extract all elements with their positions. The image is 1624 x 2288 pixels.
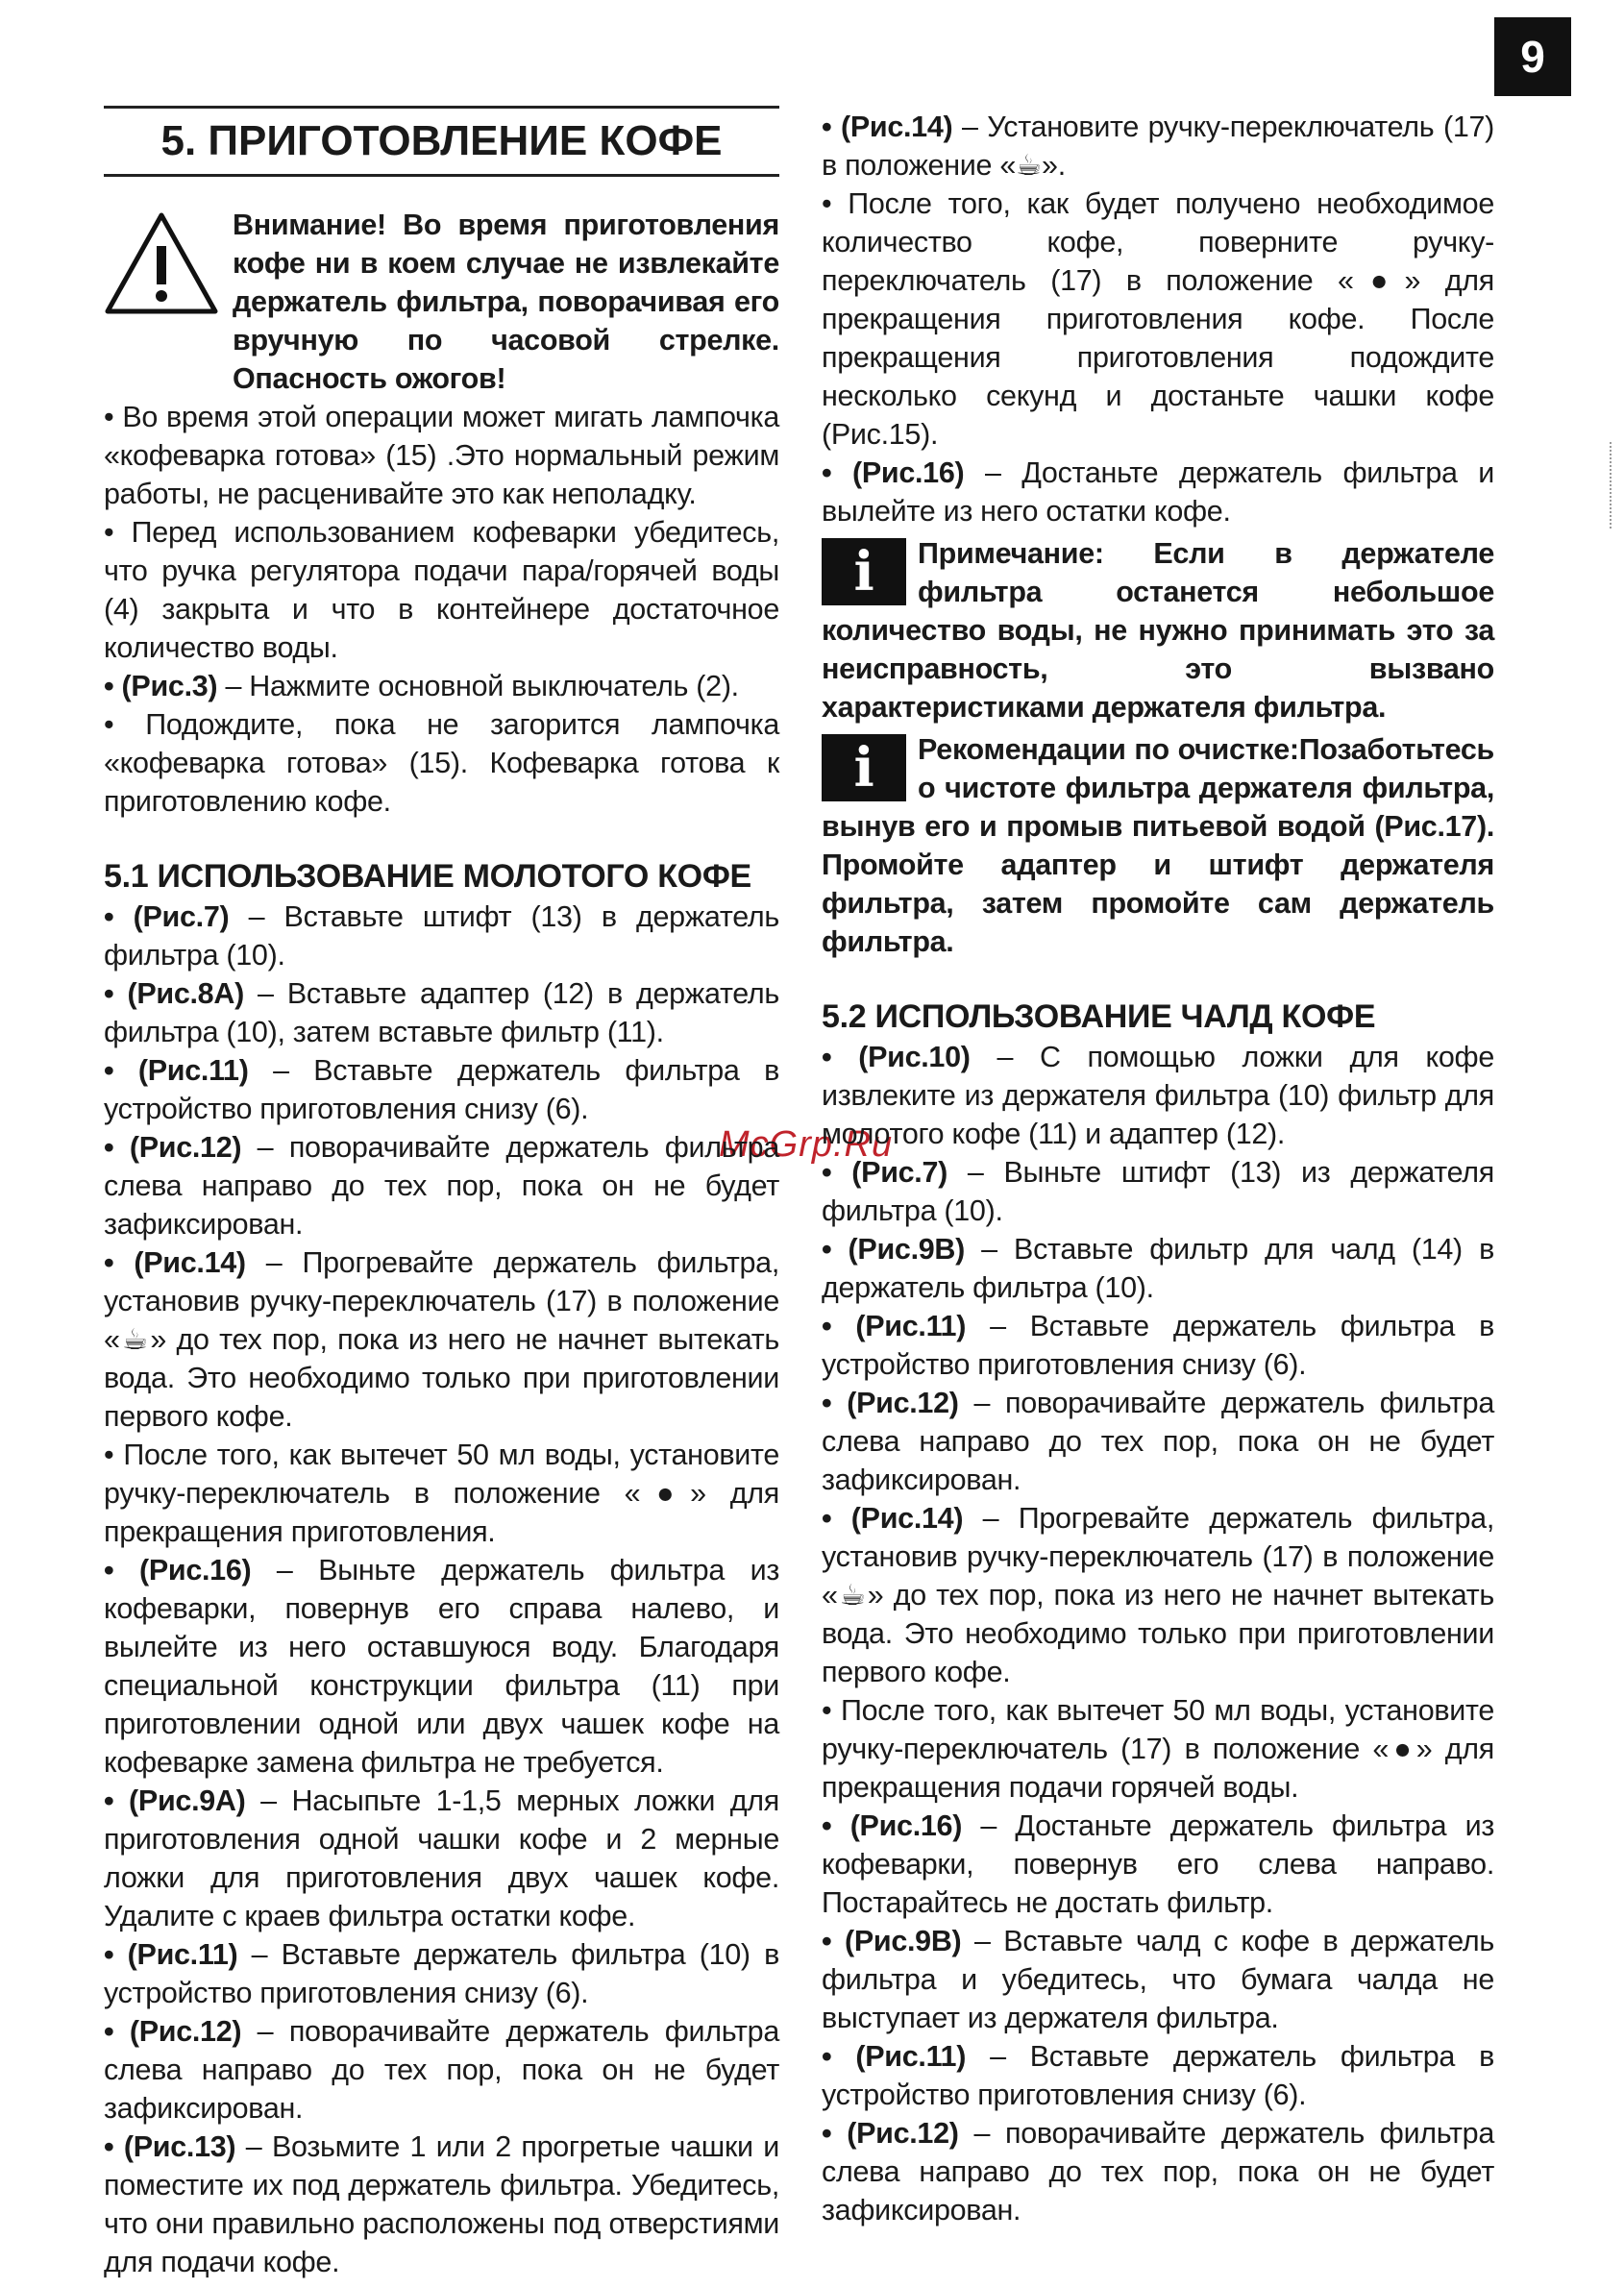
list-item: • (Рис.7) – Вставьте штифт (13) в держатель фильтра (10). [104,900,779,972]
note-text: Примечание: Если в держателе фильтра останется небольшое количество воды, не нужно принимать это за неисправность, это вызвано характеристиками держателя фильтра. [822,537,1494,724]
list-item: • (Рис.10) – С помощью ложки для кофе извлеките из держателя фильтра (10) фильтр для молотого кофе (11) и адаптер (12). [822,1041,1495,1150]
title-rule-bottom [104,174,779,177]
list-item: • (Рис.9В) – Вставьте фильтр для чалд (14) в держатель фильтра (10). [822,1233,1494,1304]
list-item: • Во время этой операции может мигать лампочка «кофеварка готова» (15) .Это нормальный режим работы, не расценивайте это как неполадку. [104,401,779,510]
edge-mark [1610,442,1613,529]
list-item: • После того, как вытечет 50 мл воды, установите ручку-переключатель в положение «●» для прекращения приготовления. [104,1439,779,1548]
title-rule-top [104,106,779,109]
left-column [104,106,779,2281]
list-item: • (Рис.14) – Установите ручку-переключатель (17) в положение «☕». [822,111,1494,182]
list-item: • (Рис.12) – поворачивайте держатель фильтра слева направо до тех пор, пока он не будет зафиксирован. [104,2015,779,2125]
section-title-box [104,106,779,177]
warning-text: Внимание! Во время приготовления кофе ни в коем случае не извлекайте держатель фильтра, поворачивая его вручную по часовой стрелке. Опасность ожогов! [233,209,779,395]
page-number: 9 [1494,17,1571,96]
list-item: • После того, как вытечет 50 мл воды, установите ручку-переключатель (17) в положение «●» для прекращения подачи горячей воды. [822,1694,1494,1804]
list-item: • (Рис.9А) – Насыпьте 1-1,5 мерных ложки для приготовления одной чашки кофе и 2 мерные ложки для приготовления двух чашек кофе. Удалите с краев фильтра остатки кофе. [104,1784,779,1932]
warning-triangle-icon [104,211,219,315]
list-item: • (Рис.16) – Достаньте держатель фильтра из кофеварки, повернув его слева направо. Постарайтесь не достать фильтр. [822,1809,1494,1919]
list-item: • (Рис.14) – Прогревайте держатель фильтра, установив ручку-переключатель (17) в положение «☕» до тех пор, пока из него не начнет вытекать вода. Это необходимо только при приготовлении первого кофе. [822,1502,1495,1688]
info-icon: i [822,538,906,605]
list-item: • (Рис.11) – Вставьте держатель фильтра в устройство приготовления снизу (6). [822,1310,1494,1381]
list-item: • (Рис.8А) – Вставьте адаптер (12) в держатель фильтра (10), затем вставьте фильтр (11). [104,977,780,1048]
list-item: • (Рис.11) – Вставьте держатель фильтра (10) в устройство приготовления снизу (6). [104,1938,779,2009]
cleaning-note-text: Рекомендации по очистке:Позаботьтесь о чистоте фильтра держателя фильтра, вынув его и промыв питьевой водой (Рис.17). Промойте адаптер и штифт держателя фильтра, затем промойте сам держатель фильтра. [822,733,1494,958]
intro-list [104,398,779,821]
note-block [822,534,1494,726]
list-item: • Подождите, пока не загорится лампочка «кофеварка готова» (15). Кофеварка готова к приготовлению кофе. [104,708,779,818]
list-item: • (Рис.12) – поворачивайте держатель фильтра слева направо до тех пор, пока он не будет зафиксирован. [104,1131,779,1241]
list-item: • (Рис.11) – Вставьте держатель фильтра в устройство приготовления снизу (6). [822,2040,1494,2111]
list-item: • (Рис.13) – Возьмите 1 или 2 прогретые чашки и поместите их под держатель фильтра. Убедитесь, что они правильно расположены под отверстиями для подачи кофе. [104,2130,780,2278]
list-item: • (Рис.9В) – Вставьте чалд с кофе в держатель фильтра и убедитесь, что бумага чалда не выступает из держателя фильтра. [822,1925,1494,2034]
subsection-title-ground-coffee: 5.1 ИСПОЛЬЗОВАНИЕ МОЛОТОГО КОФЕ [104,858,751,895]
cleaning-note-block [822,730,1494,961]
subsection-title-pod-coffee: 5.2 ИСПОЛЬЗОВАНИЕ ЧАЛД КОФЕ [822,998,1376,1035]
ground-coffee-steps-continued [822,108,1494,530]
list-item: • (Рис.16) – Выньте держатель фильтра из кофеварки, повернув его справа налево, и вылейте из него оставшуюся воду. Благодаря специальной конструкции фильтра (11) при приготовлении одной или двух чашек кофе на кофеварке замена фильтра не требуется. [104,1554,779,1779]
list-item: • (Рис.14) – Прогревайте держатель фильтра, установив ручку-переключатель (17) в положение «☕» до тех пор, пока из него не начнет вытекать вода. Это необходимо только при приготовлении первого кофе. [104,1246,779,1433]
ground-coffee-steps [104,898,779,2281]
list-item: • (Рис.11) – Вставьте держатель фильтра в устройство приготовления снизу (6). [104,1054,779,1125]
list-item: • (Рис.12) – поворачивайте держатель фильтра слева направо до тех пор, пока он не будет зафиксирован. [822,2117,1495,2226]
list-item: • (Рис.12) – поворачивайте держатель фильтра слева направо до тех пор, пока он не будет зафиксирован. [822,1387,1495,1496]
pod-coffee-steps [822,1038,1494,2229]
list-item: • Перед использованием кофеварки убедитесь, что ручка регулятора подачи пара/горячей воды (4) закрыта и что в контейнере достаточное количество воды. [104,516,779,664]
warning-block [104,206,779,398]
list-item: • (Рис.3) – Нажмите основной выключатель (2). [104,670,739,702]
watermark: McGrp.Ru [719,1124,894,1165]
list-item: • (Рис.16) – Достаньте держатель фильтра и вылейте из него остатки кофе. [822,456,1495,528]
list-item: • После того, как будет получено необходимое количество кофе, поверните ручку-переключатель (17) в положение «●» для прекращения приготовления кофе. После прекращения приготовления подождите несколько секунд и достаньте чашки кофе (Рис.15). [822,187,1494,451]
info-icon: i [822,734,906,801]
list-item: • (Рис.7) – Выньте штифт (13) из держателя фильтра (10). [822,1156,1494,1227]
right-column [822,108,1494,2229]
section-title: 5. ПРИГОТОВЛЕНИЕ КОФЕ [160,117,723,164]
